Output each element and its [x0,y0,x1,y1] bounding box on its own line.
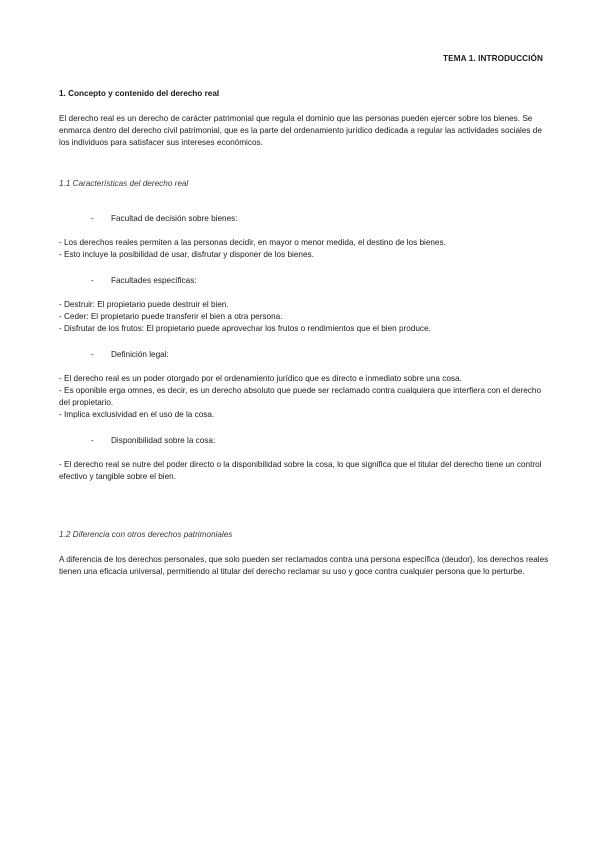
subsection-1-1-heading: 1.1 Características del derecho real [59,179,189,188]
list-item: - Destruir: El propietario puede destruir el bien. [59,300,229,309]
list-item: - Ceder: El propietario puede transferir el bien a otra persona. [59,312,283,321]
list-item: - El derecho real se nutre del poder directo o la disponibilidad sobre la cosa, lo que significa que el titular del derecho tiene un control efectivo y tangible sobre el bien. [59,460,542,481]
subsection-1-2-body: A diferencia de los derechos personales, que solo pueden ser reclamados contra una persona específica (deudor), los derechos reales tienen una eficacia universal, permitiendo al titular del derecho reclamar su uso y goce contra cualquier persona que lo perturbe. [59,555,549,576]
characteristic-group-decision [59,213,549,261]
bullet-heading-availability: Disponibilidad sobre la cosa: [111,436,216,445]
list-item: - Es oponible erga omnes, es decir, es un derecho absoluto que puede ser reclamado contra cualquiera que interfiera con el derecho del propietario. [59,386,541,407]
list-item: - Los derechos reales permiten a las personas decidir, en mayor o menor medida, el destino de los bienes. [59,238,446,247]
list-item: - Implica exclusividad en el uso de la cosa. [59,410,215,419]
list-item: - Esto incluye la posibilidad de usar, disfrutar y disponer de los bienes. [59,250,314,259]
bullet-heading-legal: Definición legal: [111,350,169,359]
section-1-intro: El derecho real es un derecho de carácter patrimonial que regula el dominio que las personas pueden ejercer sobre los bienes. Se enmarca dentro del derecho civil patrimonial, que es la parte del ordenamiento jurídico dedicada a regular las actividades sociales de los individuos para satisfacer sus intereses económicos. [59,114,542,147]
document-content [59,88,549,578]
page-header-title: TEMA 1. INTRODUCCIÓN [443,54,543,63]
bullet-heading-decision: Facultad de decisión sobre bienes: [111,214,238,223]
characteristic-group-legal [59,349,549,421]
list-item: - Disfrutar de los frutos: El propietario puede aprovechar los frutos o rendimientos que el bien produce. [59,324,431,333]
characteristic-group-specific [59,275,549,335]
section-1-heading: 1. Concepto y contenido del derecho real [59,89,220,98]
subsection-1-2-heading: 1.2 Diferencia con otros derechos patrimoniales [59,530,233,539]
characteristic-group-availability [59,435,549,483]
bullet-heading-specific: Facultades específicas: [111,276,197,285]
list-item: - El derecho real es un poder otorgado por el ordenamiento jurídico que es directo e inmediato sobre una cosa. [59,374,462,383]
